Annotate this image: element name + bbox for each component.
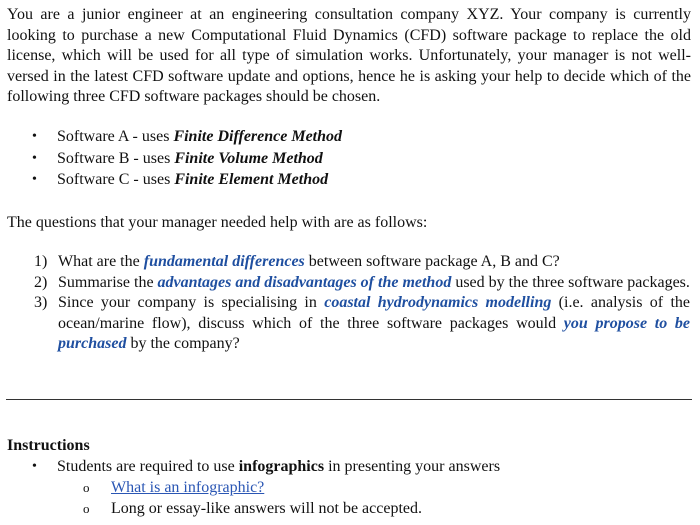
- question-text: Summarise the: [58, 273, 158, 291]
- software-options-list: [30, 127, 342, 192]
- instructions-list: [30, 457, 690, 520]
- question-text: Since your company is specialising in: [58, 294, 325, 311]
- question-emphasis: fundamental differences: [143, 253, 305, 270]
- question-text: between software package A, B and C?: [304, 253, 560, 270]
- software-option-method: Finite Volume Method: [174, 149, 323, 167]
- question-item-1: [34, 252, 690, 273]
- software-option-prefix: Software C - uses: [57, 171, 175, 188]
- instructions-heading: Instructions: [7, 437, 90, 454]
- question-emphasis: you propose to be purchased: [58, 314, 690, 352]
- bullet-icon: •: [32, 172, 37, 187]
- instruction-sub-item-link: [83, 478, 690, 499]
- software-option-prefix: Software B - uses: [57, 149, 175, 167]
- instruction-bold: infographics: [238, 458, 325, 475]
- question-emphasis: advantages and disadvantages of the method: [157, 273, 452, 291]
- software-option-b: [30, 149, 342, 171]
- question-text: What are the: [58, 253, 144, 270]
- instruction-sub-list: [57, 478, 690, 520]
- bullet-icon: •: [32, 459, 37, 474]
- infographic-link[interactable]: What is an infographic?: [111, 478, 265, 496]
- question-number: 2): [34, 273, 48, 291]
- circle-bullet-icon: o: [83, 500, 90, 516]
- instruction-text: Students are required to use: [57, 458, 239, 475]
- software-option-c: [30, 170, 342, 192]
- questions-lead: The questions that your manager needed help with are as follows:: [7, 214, 428, 231]
- bullet-icon: •: [32, 150, 37, 166]
- question-text: used by the three software packages.: [451, 273, 690, 291]
- software-option-method: Finite Difference Method: [173, 128, 343, 145]
- software-option-method: Finite Element Method: [174, 171, 329, 188]
- question-item-2: [34, 273, 690, 294]
- instruction-sub-item: [83, 499, 690, 520]
- questions-list: [34, 252, 690, 355]
- question-text: (i.e. analysis of the ocean/marine flow), discuss which of the three software packages would: [58, 294, 690, 332]
- intro-paragraph: You are a junior engineer at an engineering consultation company XYZ. Your company is currently looking to purchase a new Computational Fluid Dynamics (CFD) software package to replace the old license, which will be used for all type of simulation works. Unfortunately, your manager is not well-versed in the latest CFD software update and options, hence he is asking your help to decide which of the following three CFD software packages should be chosen.: [7, 6, 691, 105]
- instruction-item: [30, 457, 690, 520]
- question-text: by the company?: [126, 335, 240, 352]
- software-option-a: [30, 127, 342, 149]
- bullet-icon: •: [32, 129, 37, 144]
- instruction-sub-text: Long or essay-like answers will not be accepted.: [111, 499, 423, 517]
- software-option-prefix: Software A - uses: [57, 128, 174, 145]
- question-number: 1): [34, 253, 48, 270]
- circle-bullet-icon: o: [83, 479, 90, 495]
- section-divider: [6, 399, 692, 400]
- question-emphasis: coastal hydrodynamics modelling: [324, 294, 552, 311]
- question-item-3: [34, 293, 690, 355]
- instruction-text: in presenting your answers: [324, 458, 501, 475]
- question-number: 3): [34, 294, 48, 311]
